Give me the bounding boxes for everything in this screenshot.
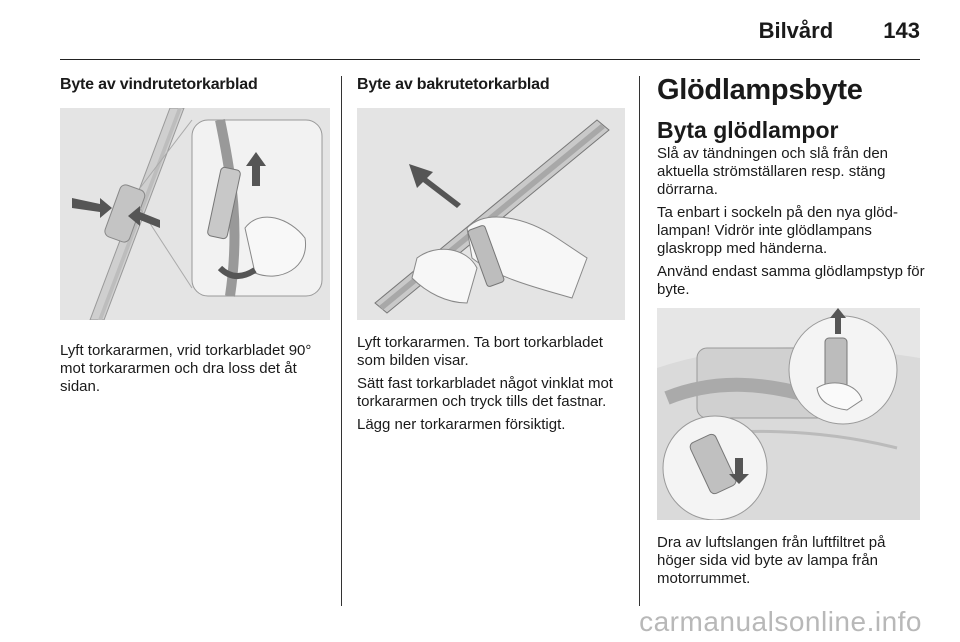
bulb-instruction-2: Ta enbart i sockeln på den nya glöd-lampan! Vidrör inte glödlampans glaskropp med händerna. bbox=[657, 204, 898, 257]
windshield-instruction: Lyft torkararmen, vrid torkarbladet 90° mot torkararmen och dra loss det åt sidan. bbox=[60, 342, 312, 395]
engine-bay-illustration bbox=[657, 308, 920, 520]
column-left-text bbox=[60, 342, 332, 396]
heading-rear-wiper: Byte av bakrutetorkarblad bbox=[357, 76, 550, 93]
engine-caption: Dra av luftslangen från luftfiltret på höger sida vid byte av lampa från motorrummet. bbox=[657, 534, 886, 587]
header-rule bbox=[60, 59, 920, 60]
page-number: 143 bbox=[883, 18, 920, 43]
windshield-wiper-illustration bbox=[60, 108, 330, 320]
rear-instruction-1: Lyft torkararmen. Ta bort torkarbladet som bilden visar. bbox=[357, 334, 603, 369]
column-middle-text bbox=[357, 334, 629, 434]
section-title: Bilvård bbox=[758, 18, 834, 43]
rear-instruction-2: Sätt fast torkarbladet något vinklat mot torkararmen och tryck tills det fastnar. bbox=[357, 375, 613, 410]
column-right-caption bbox=[657, 534, 927, 588]
column-left bbox=[60, 76, 330, 94]
page-header bbox=[759, 18, 920, 44]
bulb-instruction-1: Slå av tändningen och slå från den aktuella strömställaren resp. stäng dörrarna. bbox=[657, 145, 888, 198]
column-middle bbox=[357, 76, 629, 94]
watermark: carmanualsonline.info bbox=[639, 606, 922, 637]
rear-wiper-illustration bbox=[357, 108, 625, 320]
bulb-instruction-3: Använd endast samma glödlampstyp för byte. bbox=[657, 263, 925, 298]
heading-bulb-change: Glödlampsbyte bbox=[657, 74, 863, 106]
heading-change-bulbs: Byta glödlampor bbox=[657, 117, 839, 143]
column-right bbox=[657, 74, 927, 299]
heading-windshield-wiper: Byte av vindrutetorkarblad bbox=[60, 76, 258, 93]
column-divider-2 bbox=[639, 76, 640, 606]
rear-instruction-3: Lägg ner torkararmen försiktigt. bbox=[357, 416, 566, 433]
column-divider-1 bbox=[341, 76, 342, 606]
